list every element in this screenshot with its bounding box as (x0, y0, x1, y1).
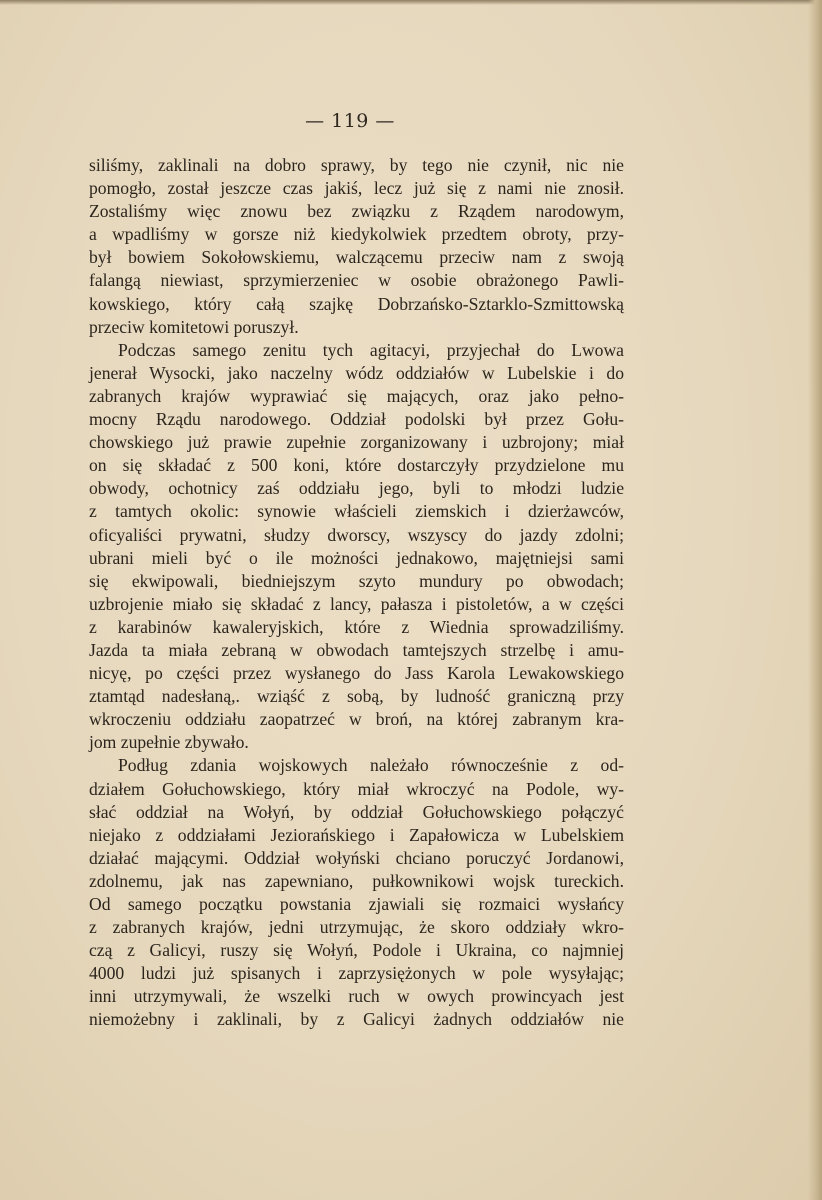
text-line: on się składać z 500 koni, które dostarczyły przydzielone mu (89, 455, 624, 476)
text-line: jom zupełnie zbywało. (89, 732, 249, 753)
text-line: się ekwipowali, biedniejszym szyto mundury po obwodach; (89, 570, 624, 591)
text-line: 4000 ludzi już spisanych i zaprzysiężonych w pole wysyłając; (89, 963, 624, 984)
text-line: oficyaliści prywatni, słudzy dworscy, wszyscy do jazdy zdolni; (89, 524, 624, 545)
top-edge-shadow (0, 0, 822, 5)
text-line: z tamtych okolic: synowie właścieli ziemskich i dzierżawców, (89, 501, 624, 522)
text-line: Podług zdania wojskowych należało równocześnie z od- (118, 755, 624, 776)
text-line: z zabranych krajów, jedni utrzymując, że skoro oddziały wkro- (89, 917, 624, 938)
page-right-edge (808, 0, 822, 1200)
text-line: jenerał Wysocki, jako naczelny wódz oddziałów w Lubelskie i do (89, 362, 624, 383)
text-line: uzbrojenie miało się składać z lancy, pałasza i pistoletów, a w części (89, 593, 624, 614)
text-line: czą z Galicyi, ruszy się Wołyń, Podole i Ukraina, co najmniej (89, 940, 624, 961)
text-line: działem Gołuchowskiego, który miał wkroczyć na Podole, wy- (89, 778, 624, 799)
text-line: pomogło, został jeszcze czas jakiś, lecz już się z nami nie znosił. (89, 178, 624, 199)
text-line: działać mającymi. Oddział wołyński chciano poruczyć Jordanowi, (89, 847, 624, 868)
text-line: inni utrzymywali, że wszelki ruch w owych prowincyach jest (89, 986, 624, 1007)
body-text (89, 154, 624, 1032)
text-line: zdolnemu, jak nas zapewniano, pułkownikowi wojsk tureckich. (89, 870, 624, 891)
text-line: Podczas samego zenitu tych agitacyi, przyjechał do Lwowa (118, 339, 624, 360)
text-line: Jazda ta miała zebraną w obwodach tamtejszych strzelbę i amu- (89, 639, 624, 660)
text-line: Zostaliśmy więc znowu bez związku z Rządem narodowym, (89, 201, 624, 222)
page-number: — 119 — (305, 110, 395, 132)
text-line: siliśmy, zaklinali na dobro sprawy, by tego nie czynił, nic nie (89, 155, 624, 175)
text-line: zabranych krajów wyprawiać się mających, oraz jako pełno- (89, 385, 624, 406)
text-line: ubrani mieli być o ile możności jednakowo, majętniejsi sami (89, 547, 624, 568)
text-line: przeciw komitetowi poruszył. (89, 316, 299, 337)
text-line: wkroczeniu oddziału zaopatrzeć w broń, na której zabranym kra- (89, 709, 624, 730)
text-line: falangą niewiast, sprzymierzeniec w osobie obrażonego Pawli- (89, 270, 624, 291)
text-line: z karabinów kawaleryjskich, które z Wiednia sprowadziliśmy. (89, 616, 624, 637)
text-line: niejako z oddziałami Jeziorańskiego i Zapałowicza w Lubelskiem (89, 824, 624, 845)
text-line: słać oddział na Wołyń, by oddział Gołuchowskiego połączyć (89, 801, 624, 822)
text-line: ztamtąd nadesłaną,. wziąść z sobą, by ludność graniczną przy (89, 686, 624, 707)
text-line: mocny Rządu narodowego. Oddział podolski był przez Gołu- (89, 409, 624, 430)
text-line: był bowiem Sokołowskiemu, walczącemu przeciw nam z swoją (89, 247, 624, 268)
text-line: Od samego początku powstania zjawiali się rozmaici wysłańcy (89, 894, 624, 914)
text-line: niemożebny i zaklinali, by z Galicyi żadnych oddziałów nie (89, 1009, 624, 1030)
text-line: obwody, ochotnicy zaś oddziału jego, byli to młodzi ludzie (89, 478, 624, 499)
text-line: chowskiego już prawie zupełnie zorganizowany i uzbrojony; miał (89, 432, 624, 453)
text-line: a wpadliśmy w gorsze niż kiedykolwiek przedtem obroty, przy- (89, 224, 624, 245)
text-line: nicyę, po części przez wysłanego do Jass Karola Lewakowskiego (89, 663, 624, 684)
text-line: kowskiego, który całą szajkę Dobrzańsko-Sztarklo-Szmittowską (89, 293, 624, 314)
